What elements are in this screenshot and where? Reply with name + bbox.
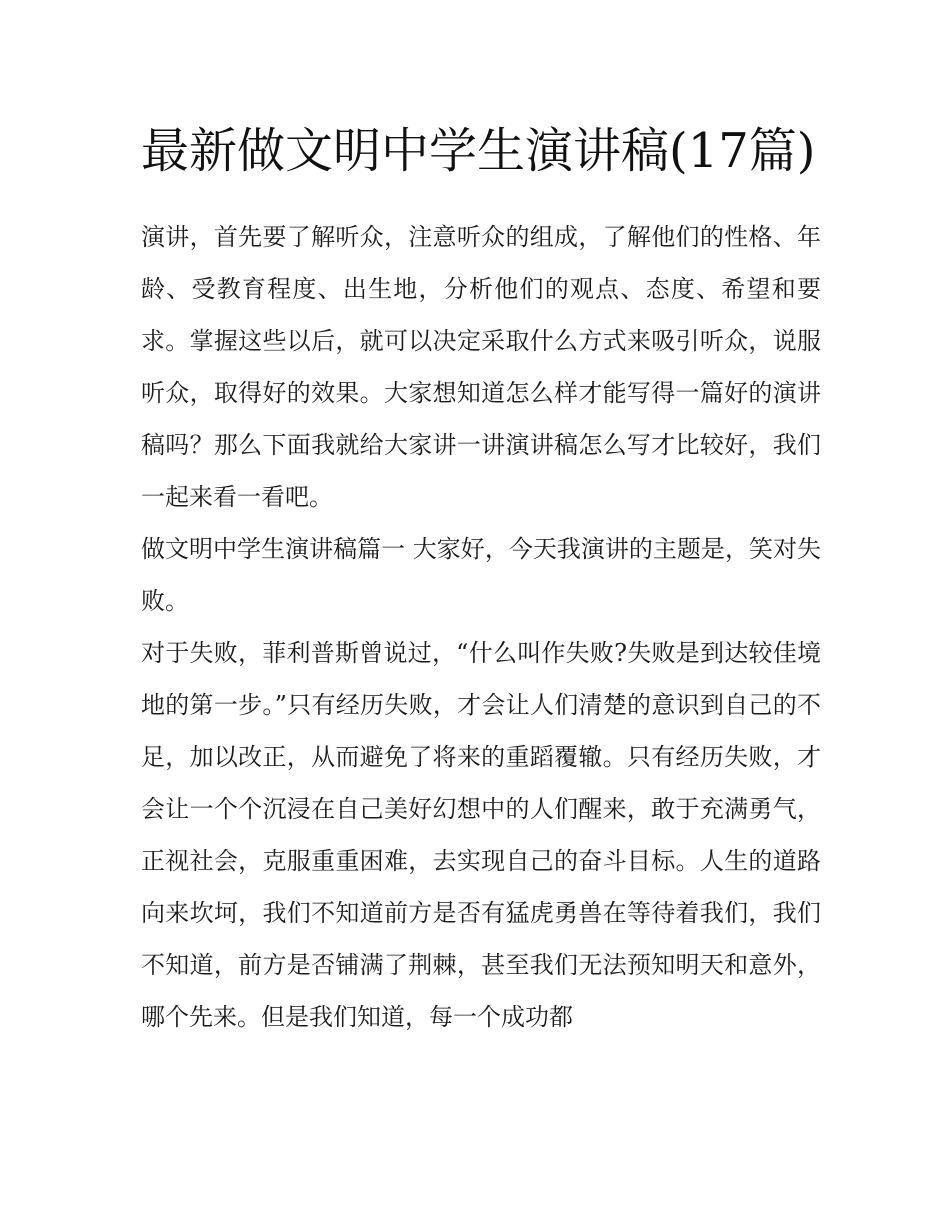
document-body — [141, 211, 821, 1043]
paragraph-intro: 演讲，首先要了解听众，注意听众的组成，了解他们的性格、年龄、受教育程度、出生地，分析他们的观点、态度、希望和要求。掌握这些以后，就可以决定采取什么方式来吸引听众，说服听众，取得好的效果。大家想知道怎么样才能写得一篇好的演讲稿吗？那么下面我就给大家讲一讲演讲稿怎么写才比较好，我们一起来看一看吧。 — [141, 223, 821, 511]
paragraph-failure: 对于失败，菲利普斯曾说过，“什么叫作失败?失败是到达较佳境地的第一步。”只有经历失败，才会让人们清楚的意识到自己的不足，加以改正，从而避免了将来的重蹈覆辙。只有经历失败，才会让一个个沉浸在自己美好幻想中的人们醒来，敢于充满勇气，正视社会，克服重重困难，去实现自己的奋斗目标。人生的道路向来坎坷，我们不知道前方是否有猛虎勇兽在等待着我们，我们不知道，前方是否铺满了荆棘，甚至我们无法预知明天和意外，哪个先来。但是我们知道，每一个成功都 — [141, 639, 821, 1031]
paragraph-section-one: 做文明中学生演讲稿篇一 大家好，今天我演讲的主题是，笑对失败。 — [141, 535, 821, 615]
document-content — [141, 112, 821, 1043]
document-title: 最新做文明中学生演讲稿(17篇) — [141, 123, 816, 179]
